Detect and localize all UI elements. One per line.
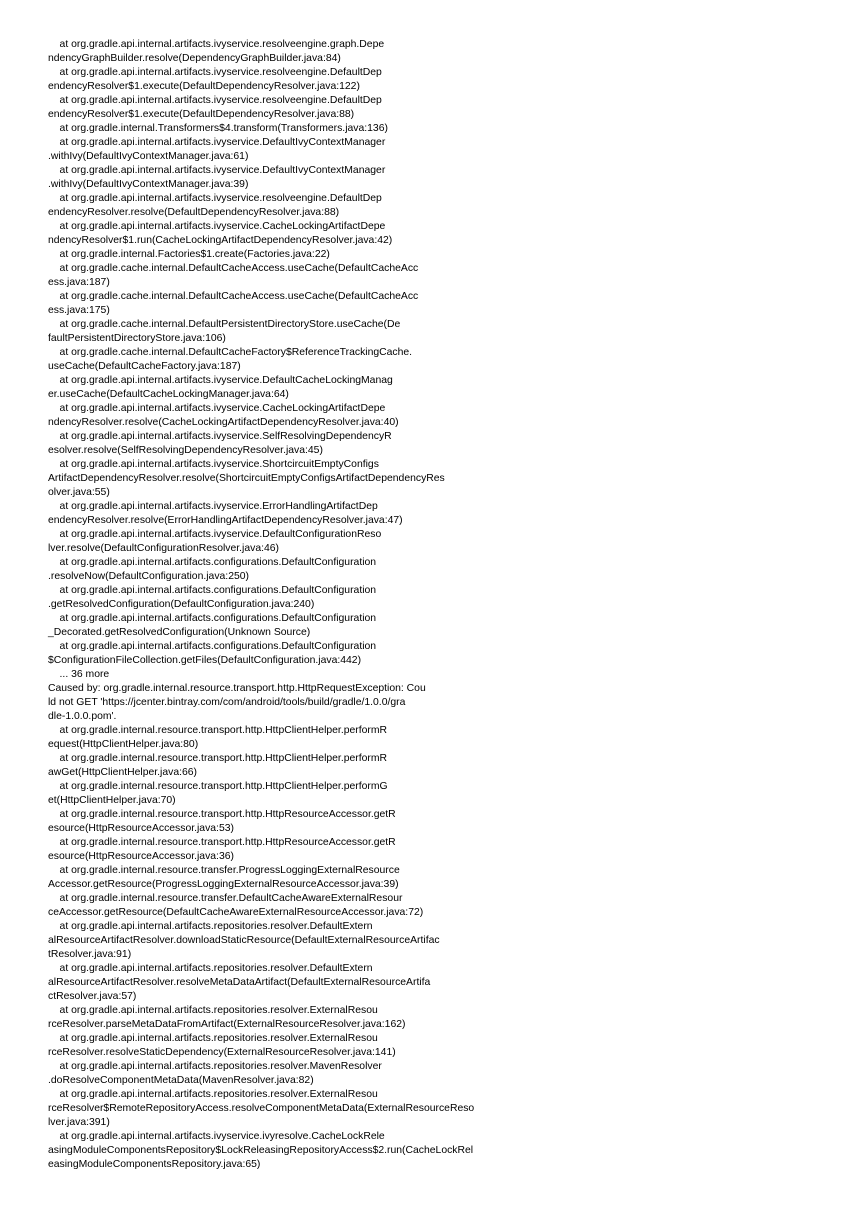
stack-trace-line: at org.gradle.internal.Factories$1.create(Factories.java:22) [48,249,330,260]
stack-trace-line: ArtifactDependencyResolver.resolve(ShortcircuitEmptyConfigsArtifactDependencyRes [48,473,445,484]
stack-trace-line: at org.gradle.internal.resource.transport.http.HttpResourceAccessor.getR [48,837,396,848]
stack-trace-line: at org.gradle.api.internal.artifacts.repositories.resolver.DefaultExtern [48,921,373,932]
stack-trace-line: easingModuleComponentsRepository.java:65) [48,1159,261,1170]
stack-trace-line: ld not GET 'https://jcenter.bintray.com/com/android/tools/build/gradle/1.0.0/gra [48,697,406,708]
stack-trace-line: at org.gradle.internal.resource.transfer.ProgressLoggingExternalResource [48,865,400,876]
stack-trace-line: at org.gradle.internal.resource.transport.http.HttpResourceAccessor.getR [48,809,396,820]
stack-trace-line: esolver.resolve(SelfResolvingDependencyResolver.java:45) [48,445,323,456]
stack-trace-line: at org.gradle.api.internal.artifacts.ivyservice.DefaultCacheLockingManag [48,375,393,386]
stack-trace-line: at org.gradle.api.internal.artifacts.ivyservice.CacheLockingArtifactDepe [48,403,386,414]
stack-trace-line: ctResolver.java:57) [48,991,137,1002]
stack-trace-line: ess.java:187) [48,277,110,288]
stack-trace-line: at org.gradle.api.internal.artifacts.repositories.resolver.ExternalResou [48,1089,378,1100]
stack-trace-line: at org.gradle.cache.internal.DefaultCacheAccess.useCache(DefaultCacheAcc [48,291,419,302]
stack-trace-line: at org.gradle.cache.internal.DefaultCacheAccess.useCache(DefaultCacheAcc [48,263,419,274]
stack-trace-line: Caused by: org.gradle.internal.resource.transport.http.HttpRequestException: Cou [48,683,426,694]
stack-trace-document [48,38,838,1172]
stack-trace-line: ndencyResolver.resolve(CacheLockingArtifactDependencyResolver.java:40) [48,417,399,428]
stack-trace-line: endencyResolver$1.execute(DefaultDependencyResolver.java:88) [48,109,355,120]
stack-trace-line: endencyResolver.resolve(DefaultDependencyResolver.java:88) [48,207,340,218]
stack-trace-line: at org.gradle.api.internal.artifacts.ivyservice.CacheLockingArtifactDepe [48,221,386,232]
stack-trace-line: at org.gradle.api.internal.artifacts.ivyservice.resolveengine.DefaultDep [48,193,382,204]
stack-trace-line: .getResolvedConfiguration(DefaultConfiguration.java:240) [48,599,315,610]
stack-trace-line: at org.gradle.api.internal.artifacts.ivyservice.resolveengine.DefaultDep [48,95,382,106]
stack-trace-line: at org.gradle.api.internal.artifacts.ivyservice.ivyresolve.CacheLockRele [48,1131,385,1142]
stack-trace-line: at org.gradle.api.internal.artifacts.ivyservice.resolveengine.DefaultDep [48,67,382,78]
stack-trace-line: at org.gradle.api.internal.artifacts.configurations.DefaultConfiguration [48,641,377,652]
stack-trace-line: at org.gradle.internal.resource.transport.http.HttpClientHelper.performR [48,753,388,764]
stack-trace-line: tResolver.java:91) [48,949,132,960]
stack-trace-line: $ConfigurationFileCollection.getFiles(DefaultConfiguration.java:442) [48,655,362,666]
stack-trace-line: at org.gradle.api.internal.artifacts.ivyservice.ShortcircuitEmptyConfigs [48,459,379,470]
stack-trace-line: ceAccessor.getResource(DefaultCacheAwareExternalResourceAccessor.java:72) [48,907,424,918]
stack-trace-line: lver.java:391) [48,1117,110,1128]
stack-trace-line: at org.gradle.api.internal.artifacts.configurations.DefaultConfiguration [48,557,377,568]
stack-trace-line: ndencyGraphBuilder.resolve(DependencyGraphBuilder.java:84) [48,53,341,64]
stack-trace-line: at org.gradle.api.internal.artifacts.repositories.resolver.DefaultExtern [48,963,373,974]
stack-trace-line: olver.java:55) [48,487,110,498]
stack-trace-line: at org.gradle.api.internal.artifacts.repositories.resolver.ExternalResou [48,1005,378,1016]
stack-trace-line: at org.gradle.api.internal.artifacts.ivyservice.resolveengine.graph.Depe [48,39,385,50]
stack-trace-line: at org.gradle.api.internal.artifacts.repositories.resolver.ExternalResou [48,1033,378,1044]
stack-trace-line: lver.resolve(DefaultConfigurationResolver.java:46) [48,543,280,554]
stack-trace-line: at org.gradle.api.internal.artifacts.repositories.resolver.MavenResolver [48,1061,382,1072]
stack-trace-line: rceResolver.resolveStaticDependency(ExternalResourceResolver.java:141) [48,1047,396,1058]
stack-trace-line: at org.gradle.api.internal.artifacts.configurations.DefaultConfiguration [48,585,377,596]
stack-trace-line: esource(HttpResourceAccessor.java:53) [48,823,234,834]
stack-trace-line: .withIvy(DefaultIvyContextManager.java:39) [48,179,249,190]
stack-trace-line: rceResolver.parseMetaDataFromArtifact(ExternalResourceResolver.java:162) [48,1019,406,1030]
stack-trace-line: asingModuleComponentsRepository$LockReleasingRepositoryAccess$2.run(CacheLockRel [48,1145,474,1156]
stack-trace-line: ndencyResolver$1.run(CacheLockingArtifactDependencyResolver.java:42) [48,235,393,246]
stack-trace-line: at org.gradle.api.internal.artifacts.ivyservice.DefaultIvyContextManager [48,165,386,176]
stack-trace-line: awGet(HttpClientHelper.java:66) [48,767,197,778]
stack-trace-line: faultPersistentDirectoryStore.java:106) [48,333,226,344]
stack-trace-line: at org.gradle.api.internal.artifacts.ivyservice.DefaultConfigurationReso [48,529,382,540]
stack-trace-line: at org.gradle.cache.internal.DefaultCacheFactory$ReferenceTrackingCache. [48,347,413,358]
stack-trace-line: .doResolveComponentMetaData(MavenResolver.java:82) [48,1075,314,1086]
stack-trace-line: .withIvy(DefaultIvyContextManager.java:61) [48,151,249,162]
stack-trace-line: ess.java:175) [48,305,110,316]
stack-trace-line: at org.gradle.cache.internal.DefaultPersistentDirectoryStore.useCache(De [48,319,401,330]
stack-trace-line: endencyResolver.resolve(ErrorHandlingArtifactDependencyResolver.java:47) [48,515,403,526]
stack-trace-line: at org.gradle.api.internal.artifacts.configurations.DefaultConfiguration [48,613,377,624]
stack-trace-line: useCache(DefaultCacheFactory.java:187) [48,361,241,372]
stack-trace-line: equest(HttpClientHelper.java:80) [48,739,199,750]
stack-trace-line: at org.gradle.internal.resource.transfer.DefaultCacheAwareExternalResour [48,893,403,904]
stack-trace-line: ... 36 more [48,669,110,680]
stack-trace-line: _Decorated.getResolvedConfiguration(Unknown Source) [48,627,311,638]
stack-trace-line: dle-1.0.0.pom'. [48,711,117,722]
stack-trace-line: at org.gradle.internal.Transformers$4.transform(Transformers.java:136) [48,123,388,134]
stack-trace-line: .resolveNow(DefaultConfiguration.java:250) [48,571,249,582]
stack-trace-line: rceResolver$RemoteRepositoryAccess.resolveComponentMetaData(ExternalResourceReso [48,1103,475,1114]
stack-trace-line: at org.gradle.api.internal.artifacts.ivyservice.SelfResolvingDependencyR [48,431,392,442]
stack-trace-line: alResourceArtifactResolver.resolveMetaDataArtifact(DefaultExternalResourceArtifa [48,977,431,988]
stack-trace-line: alResourceArtifactResolver.downloadStaticResource(DefaultExternalResourceArtifac [48,935,440,946]
stack-trace-line: at org.gradle.internal.resource.transport.http.HttpClientHelper.performR [48,725,388,736]
stack-trace-line: at org.gradle.api.internal.artifacts.ivyservice.DefaultIvyContextManager [48,137,386,148]
stack-trace-line: endencyResolver$1.execute(DefaultDependencyResolver.java:122) [48,81,360,92]
stack-trace-line: at org.gradle.api.internal.artifacts.ivyservice.ErrorHandlingArtifactDep [48,501,378,512]
stack-trace-line: er.useCache(DefaultCacheLockingManager.java:64) [48,389,289,400]
stack-trace-line: at org.gradle.internal.resource.transport.http.HttpClientHelper.performG [48,781,388,792]
stack-trace-line: esource(HttpResourceAccessor.java:36) [48,851,234,862]
stack-trace-line: Accessor.getResource(ProgressLoggingExternalResourceAccessor.java:39) [48,879,399,890]
stack-trace-line: et(HttpClientHelper.java:70) [48,795,176,806]
